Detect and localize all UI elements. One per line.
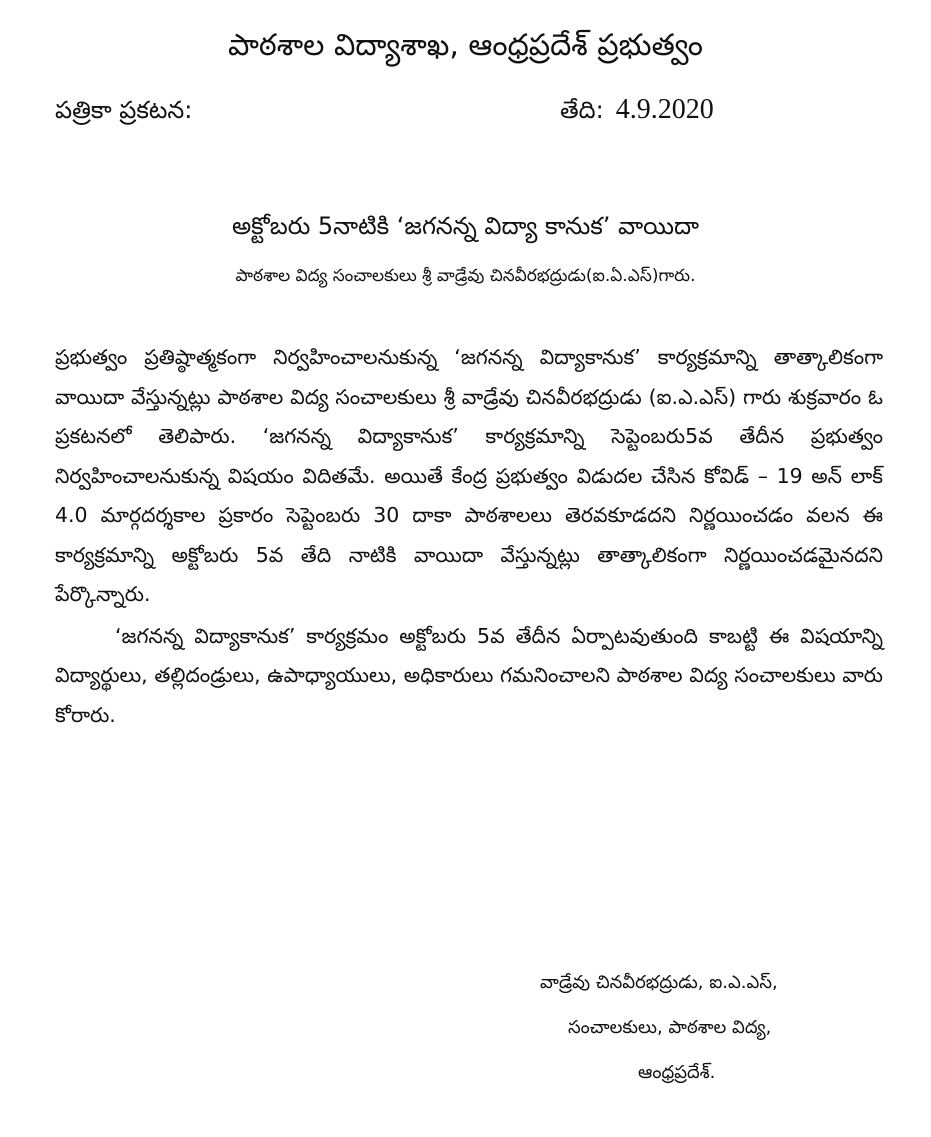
press-release-label: పత్రికా ప్రకటన: xyxy=(55,96,193,124)
signature-block xyxy=(540,960,920,1095)
body-text xyxy=(55,338,883,735)
date-block xyxy=(560,92,714,128)
department-header: పాఠశాల విద్యాశాఖ, ఆంధ్రప్రదేశ్ ప్రభుత్వం xyxy=(227,28,703,63)
date-label: తేది: xyxy=(560,96,604,124)
headline-subtitle: పాఠశాల విద్య సంచాలకులు శ్రీ వాడ్రేవు చినవీరభద్రుడు(ఐ.ఏ.ఎస్)గారు. xyxy=(235,266,696,286)
date-value: 4.9.2020 xyxy=(615,94,714,125)
signatory-name: వాడ్రేవు చినవీరభద్రుడు, ఐ.ఎ.ఎస్, xyxy=(540,972,778,993)
body-paragraph-2: ‘జగనన్న విద్యాకానుక’ కార్యక్రమం అక్టోబరు 5వ తేదీన ఏర్పాటవుతుంది కాబట్టి ఈ విషయాన్ని విద్యార్థులు, తల్లిదండ్రులు, ఉపాధ్యాయులు, అధికారులు గమనించాలని పాఠశాల విద్య సంచాలకులు వారు కోరారు. xyxy=(55,623,883,727)
body-paragraph-1: ప్రభుత్వం ప్రతిష్ఠాత్మకంగా నిర్వహించాలనుకున్న ‘జగనన్న విద్యాకానుక’ కార్యక్రమాన్ని తాత్కాలికంగా వాయిదా వేస్తున్నట్లు పాఠశాల విద్య సంచాలకులు శ్రీ వాడ్రేవు చినవీరభద్రుడు (ఐ.ఎ.ఎస్) గారు శుక్రవారం ఓ ప్రకటనలో తెలిపారు. ‘జగనన్న విద్యాకానుక’ కార్యక్రమాన్ని సెప్టెంబరు5వ తేదీన ప్రభుత్వం నిర్వహించాలనుకున్న విషయం విదితమే. అయితే కేంద్ర ప్రభుత్వం విడుదల చేసిన కోవిడ్ – 19 అన్ లాక్ 4.0 మార్గదర్శకాల ప్రకారం సెప్టెంబరు 30 దాకా పాఠశాలలు తెరవకూడదని నిర్ణయించడం వలన ఈ కార్యక్రమాన్ని అక్టోబరు 5వ తేది నాటికి వాయిదా వేస్తున్నట్లు తాత్కాలికంగా నిర్ణయించడమైనదని పేర్కొన్నారు. xyxy=(55,345,883,606)
headline-title: అక్టోబరు 5నాటికి ‘జగనన్న విద్యా కానుక’ వాయిదా xyxy=(231,212,700,240)
signatory-designation: సంచాలకులు, పాఠశాల విద్య, xyxy=(568,1017,772,1038)
signatory-state: ఆంధ్రప్రదేశ్. xyxy=(638,1062,716,1083)
press-release-row xyxy=(55,92,755,132)
